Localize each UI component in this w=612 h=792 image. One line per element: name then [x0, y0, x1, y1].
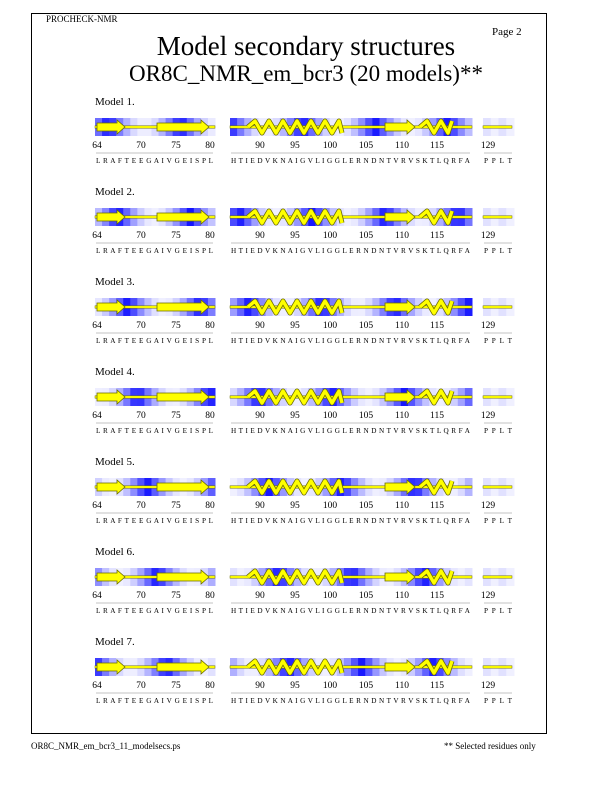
residue-number: 110: [395, 321, 409, 331]
residue-number: 75: [171, 681, 181, 691]
residue-number: 80: [205, 321, 215, 331]
residue-number: 129: [480, 681, 496, 691]
residue-number: 75: [171, 141, 181, 151]
sequence-text: L R A F T E E G A I V G E I S P L: [96, 517, 213, 525]
sequence-text: P P L T: [484, 697, 512, 705]
residue-number: 70: [136, 231, 146, 241]
residue-number: 100: [322, 681, 338, 691]
sequence-text: P P L T: [484, 337, 512, 345]
page-number: Page 2: [492, 26, 522, 38]
residue-number: 64: [92, 501, 102, 511]
residue-number: 90: [255, 231, 265, 241]
residue-number: 115: [430, 591, 444, 601]
residue-number: 90: [255, 681, 265, 691]
residue-number: 115: [430, 681, 444, 691]
residue-number: 75: [171, 321, 181, 331]
model-block: [0, 96, 612, 186]
residue-number: 115: [430, 411, 444, 421]
model-block: [0, 366, 612, 456]
sequence-text: L R A F T E E G A I V G E I S P L: [96, 427, 213, 435]
residue-number: 90: [255, 321, 265, 331]
residue-number: 70: [136, 591, 146, 601]
sequence-text: P P L T: [484, 607, 512, 615]
model-label: Model 7.: [95, 636, 135, 648]
coil-line: [483, 126, 512, 128]
model-label: Model 1.: [95, 96, 135, 108]
residue-number: 90: [255, 141, 265, 151]
residue-number: 115: [430, 141, 444, 151]
model-label: Model 6.: [95, 546, 135, 558]
sequence-text: P P L T: [484, 157, 512, 165]
sequence-text: L R A F T E E G A I V G E I S P L: [96, 607, 213, 615]
residue-number: 100: [322, 411, 338, 421]
residue-number: 129: [480, 591, 496, 601]
sequence-text: L R A F T E E G A I V G E I S P L: [96, 157, 213, 165]
residue-number: 115: [430, 231, 444, 241]
sequence-text: P P L T: [484, 517, 512, 525]
residue-number: 105: [358, 141, 374, 151]
residue-number: 90: [255, 411, 265, 421]
coil-line: [483, 306, 512, 308]
residue-number: 100: [322, 141, 338, 151]
residue-number: 110: [395, 501, 409, 511]
residue-number: 70: [136, 321, 146, 331]
residue-number: 70: [136, 501, 146, 511]
coil-line: [483, 576, 512, 578]
residue-number: 100: [322, 321, 338, 331]
model-label: Model 2.: [95, 186, 135, 198]
secondary-structure-plot: [0, 636, 612, 726]
residue-number: 75: [171, 501, 181, 511]
secondary-structure-plot: [0, 546, 612, 636]
sequence-text: L R A F T E E G A I V G E I S P L: [96, 697, 213, 705]
sequence-text: P P L T: [484, 427, 512, 435]
residue-number: 129: [480, 411, 496, 421]
coil-line: [483, 666, 512, 668]
residue-number: 129: [480, 231, 496, 241]
residue-number: 80: [205, 591, 215, 601]
residue-number: 64: [92, 681, 102, 691]
secondary-structure-plot: [0, 186, 612, 276]
residue-number: 100: [322, 501, 338, 511]
residue-number: 75: [171, 411, 181, 421]
residue-number: 80: [205, 411, 215, 421]
residue-number: 95: [290, 411, 300, 421]
sequence-text: H T I E D V K N A I G V L I G G L E R N D N T V R V S K T L Q R F A: [231, 697, 470, 705]
residue-number: 70: [136, 141, 146, 151]
secondary-structure-plot: [0, 276, 612, 366]
coil-line: [483, 396, 512, 398]
residue-number: 64: [92, 231, 102, 241]
residue-number: 129: [480, 321, 496, 331]
residue-number: 75: [171, 591, 181, 601]
residue-number: 110: [395, 591, 409, 601]
sequence-text: P P L T: [484, 247, 512, 255]
residue-number: 90: [255, 501, 265, 511]
residue-number: 95: [290, 321, 300, 331]
sequence-text: H T I E D V K N A I G V L I G G L E R N D N T V R V S K T L Q R F A: [231, 247, 470, 255]
secondary-structure-plot: [0, 96, 612, 186]
residue-number: 110: [395, 411, 409, 421]
residue-number: 95: [290, 501, 300, 511]
residue-number: 129: [480, 501, 496, 511]
secondary-structure-plot: [0, 366, 612, 456]
residue-number: 64: [92, 591, 102, 601]
residue-number: 105: [358, 231, 374, 241]
model-block: [0, 456, 612, 546]
coil-line: [483, 486, 512, 488]
sequence-text: H T I E D V K N A I G V L I G G L E R N D N T V R V S K T L Q R F A: [231, 337, 470, 345]
residue-number: 80: [205, 141, 215, 151]
residue-number: 110: [395, 231, 409, 241]
residue-number: 90: [255, 591, 265, 601]
residue-number: 115: [430, 501, 444, 511]
model-label: Model 3.: [95, 276, 135, 288]
secondary-structure-plot: [0, 456, 612, 546]
model-block: [0, 636, 612, 726]
residue-number: 80: [205, 231, 215, 241]
footer-note: ** Selected residues only: [444, 741, 536, 751]
sequence-text: H T I E D V K N A I G V L I G G L E R N D N T V R V S K T L Q R F A: [231, 517, 470, 525]
model-label: Model 5.: [95, 456, 135, 468]
sequence-text: L R A F T E E G A I V G E I S P L: [96, 337, 213, 345]
residue-number: 95: [290, 681, 300, 691]
page-title: Model secondary structures: [156, 31, 456, 61]
model-block: [0, 546, 612, 636]
model-block: [0, 276, 612, 366]
residue-number: 70: [136, 411, 146, 421]
residue-number: 129: [480, 141, 496, 151]
residue-number: 75: [171, 231, 181, 241]
residue-number: 115: [430, 321, 444, 331]
residue-number: 105: [358, 681, 374, 691]
coil-line: [483, 216, 512, 218]
footer-filename: OR8C_NMR_em_bcr3_11_modelsecs.ps: [31, 741, 181, 751]
residue-number: 64: [92, 411, 102, 421]
sequence-text: H T I E D V K N A I G V L I G G L E R N D N T V R V S K T L Q R F A: [231, 427, 470, 435]
model-block: [0, 186, 612, 276]
residue-number: 95: [290, 591, 300, 601]
residue-number: 105: [358, 501, 374, 511]
residue-number: 64: [92, 141, 102, 151]
residue-number: 110: [395, 141, 409, 151]
residue-number: 95: [290, 141, 300, 151]
residue-number: 95: [290, 231, 300, 241]
residue-number: 64: [92, 321, 102, 331]
sequence-text: L R A F T E E G A I V G E I S P L: [96, 247, 213, 255]
residue-number: 80: [205, 681, 215, 691]
model-label: Model 4.: [95, 366, 135, 378]
sequence-text: H T I E D V K N A I G V L I G G L E R N D N T V R V S K T L Q R F A: [231, 607, 470, 615]
residue-number: 70: [136, 681, 146, 691]
residue-number: 105: [358, 411, 374, 421]
page-subtitle: OR8C_NMR_em_bcr3 (20 models)**: [129, 61, 483, 86]
residue-number: 110: [395, 681, 409, 691]
residue-number: 80: [205, 501, 215, 511]
program-name: PROCHECK-NMR: [46, 14, 118, 24]
residue-number: 100: [322, 231, 338, 241]
residue-number: 105: [358, 591, 374, 601]
sequence-text: H T I E D V K N A I G V L I G G L E R N D N T V R V S K T L Q R F A: [231, 157, 470, 165]
residue-number: 105: [358, 321, 374, 331]
residue-number: 100: [322, 591, 338, 601]
